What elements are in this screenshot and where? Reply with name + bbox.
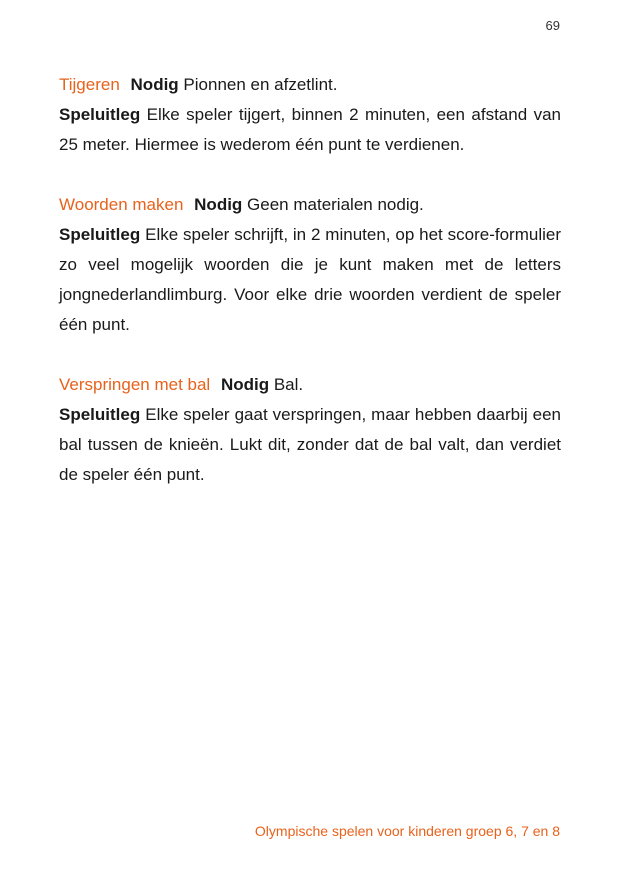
footer-title: Olympische spelen voor kinderen groep 6, 7 en 8 — [254, 823, 560, 839]
game-title: Tijgeren — [59, 75, 120, 94]
game-title: Woorden maken — [59, 195, 184, 214]
game-woorden-maken — [59, 190, 561, 340]
nodig-value: Pionnen en afzetlint. — [183, 75, 338, 94]
nodig-label: Nodig — [130, 75, 179, 94]
game-header — [59, 190, 561, 220]
game-description — [59, 400, 561, 490]
game-header — [59, 70, 561, 100]
speluitleg-label: Speluitleg — [59, 405, 141, 424]
game-description — [59, 220, 561, 340]
game-header — [59, 370, 561, 400]
nodig-label: Nodig — [220, 375, 270, 394]
page-content — [59, 70, 561, 520]
speluitleg-label: Speluitleg — [59, 105, 141, 124]
nodig-label: Nodig — [194, 195, 243, 214]
nodig-value: Bal. — [273, 375, 304, 394]
speluitleg-text: Elke speler tijgert, binnen 2 minuten, een afstand van 25 meter. Hiermee is wederom één punt te verdienen. — [59, 105, 561, 154]
nodig-value: Geen materialen nodig. — [247, 195, 424, 214]
page-number: 69 — [545, 18, 560, 33]
speluitleg-label: Speluitleg — [59, 225, 141, 244]
game-verspringen-met-bal — [59, 370, 561, 490]
speluitleg-text: Elke speler schrijft, in 2 minuten, op het score-formulier zo veel mogelijk woorden die je kunt maken met de letters jongnederlandlimburg. Voor elke drie woorden verdient de speler één punt. — [59, 225, 561, 334]
game-title: Verspringen met bal — [59, 375, 211, 394]
speluitleg-text: Elke speler gaat verspringen, maar hebben daarbij een bal tussen de knieën. Lukt dit, zonder dat de bal valt, dan verdiet de speler één punt. — [59, 405, 561, 484]
game-description — [59, 100, 561, 160]
game-tijgeren — [59, 70, 561, 160]
